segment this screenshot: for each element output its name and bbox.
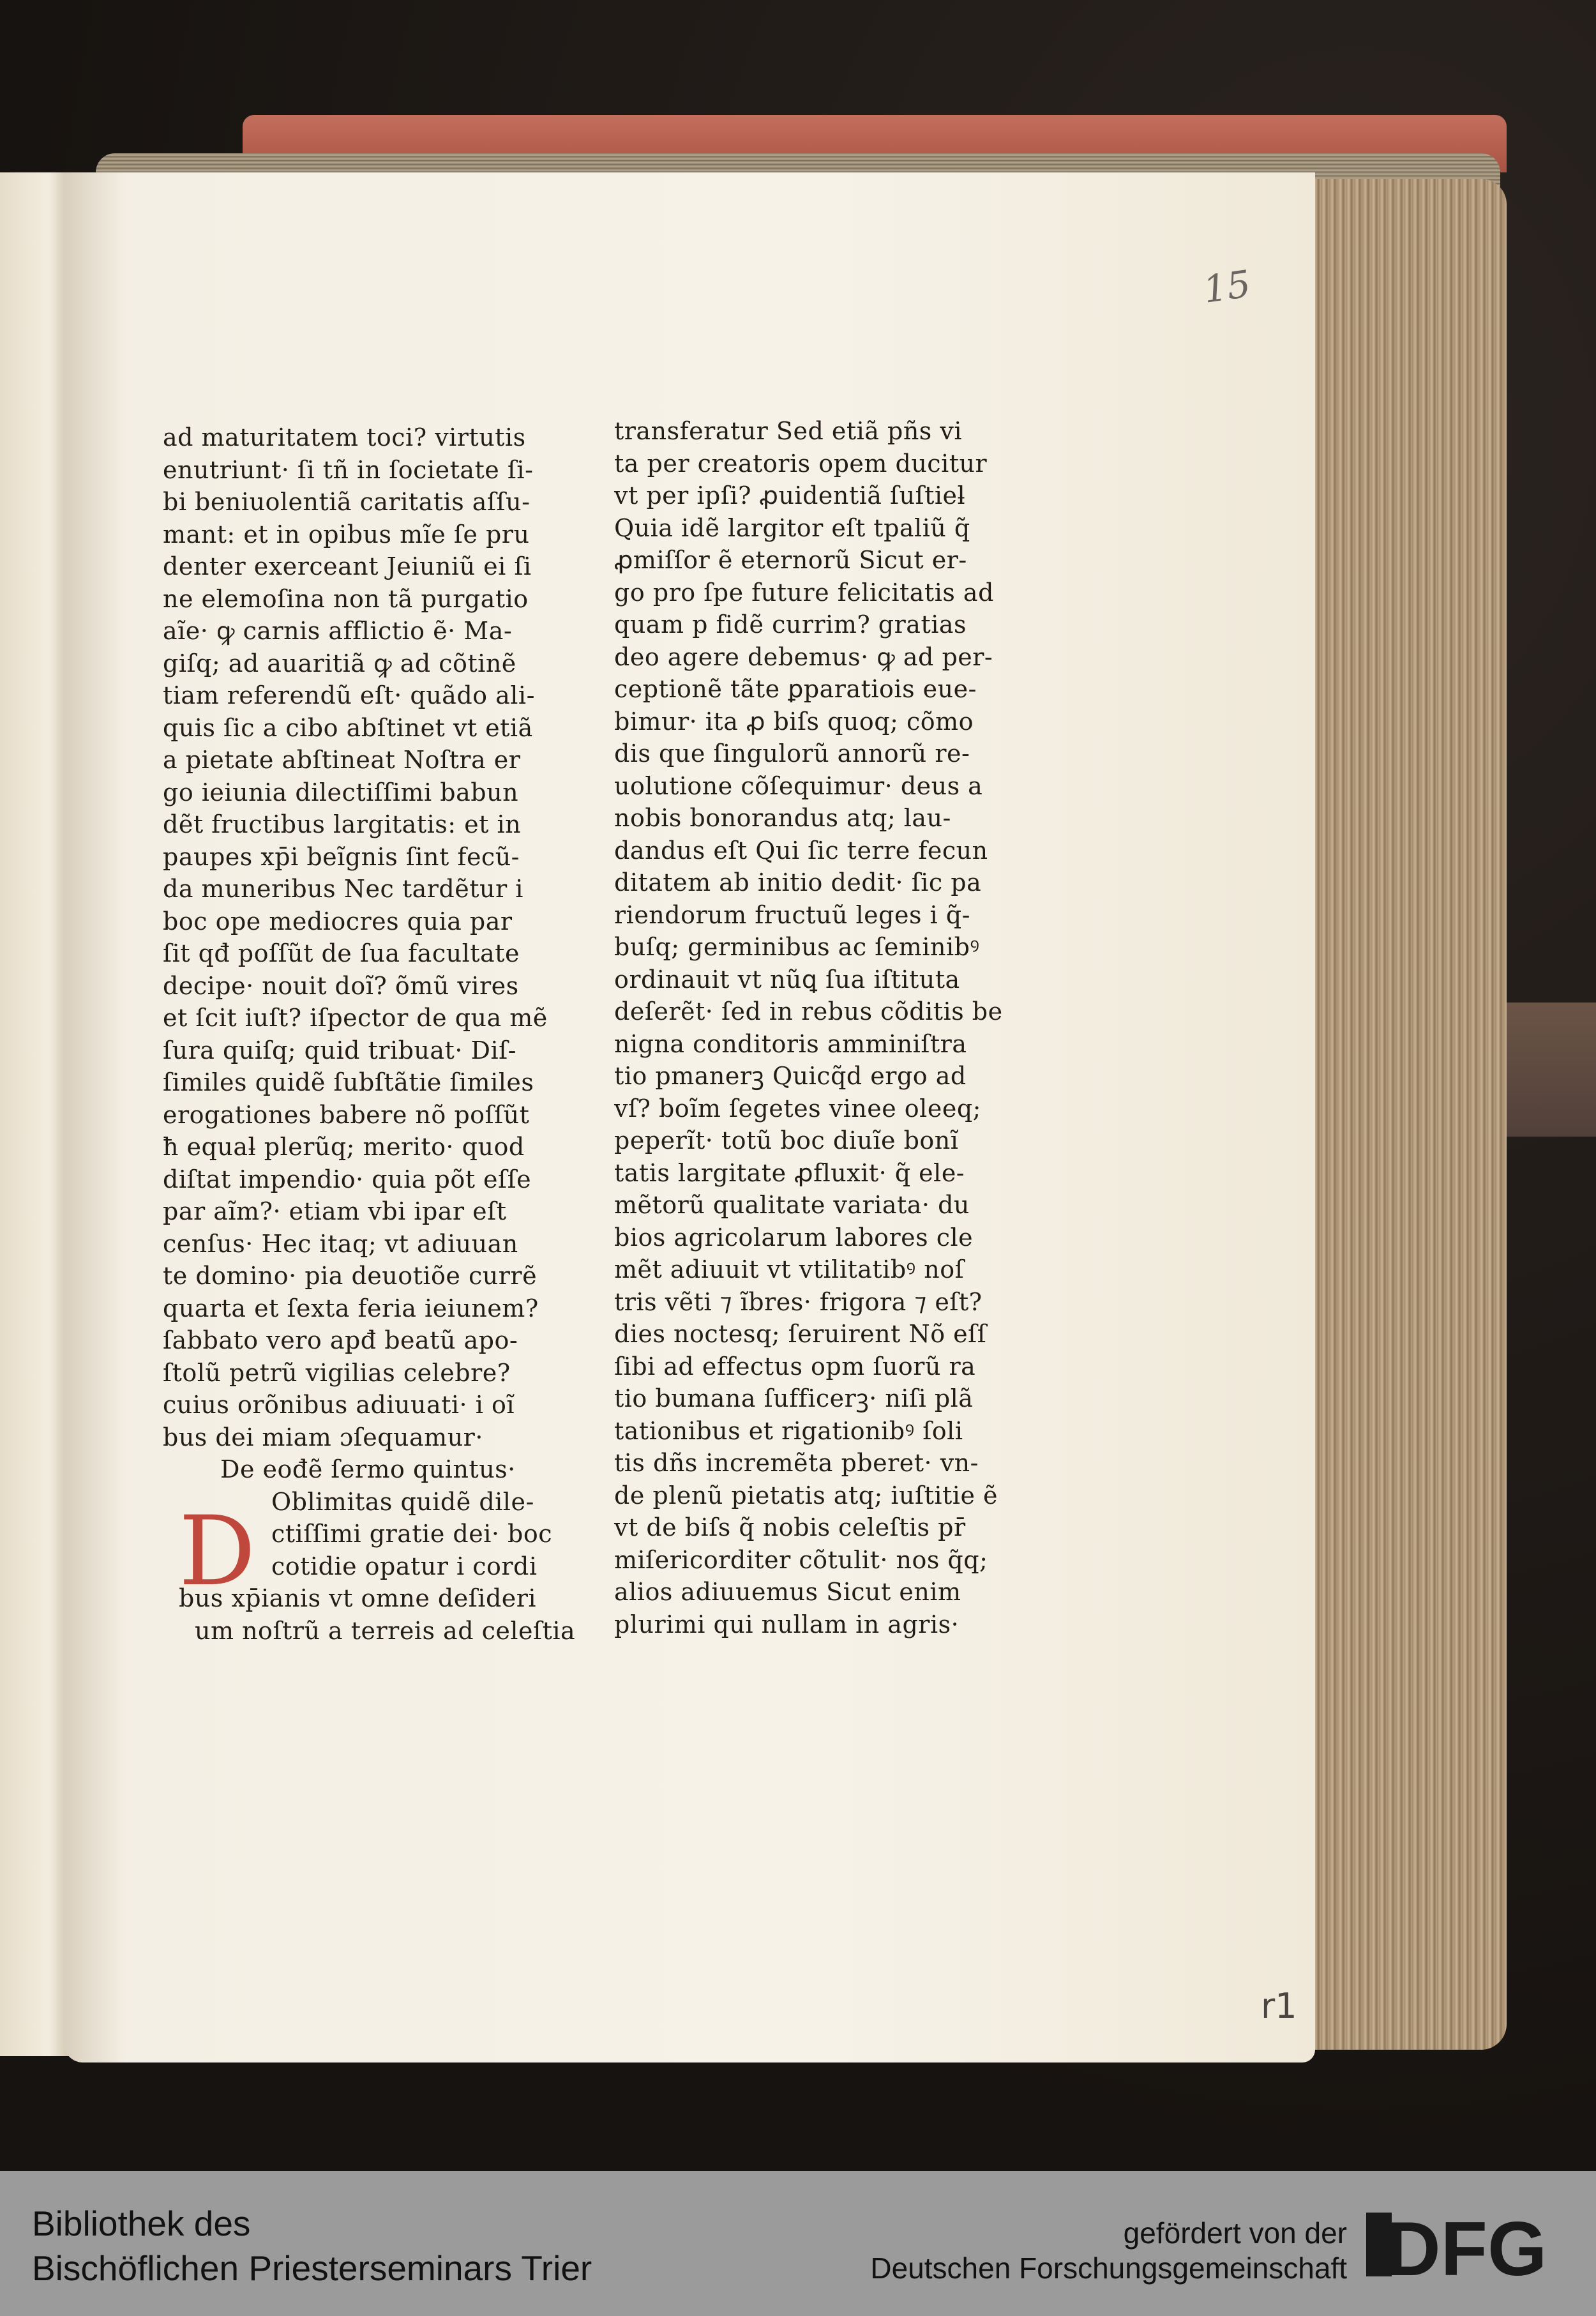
- text-line: ſtolũ petrũ vigilias celebre?: [163, 1358, 511, 1387]
- text-line: vſ? boĩm ſegetes vinee oleeq;: [614, 1094, 981, 1123]
- text-line: boc ope mediocres quia par: [163, 907, 513, 935]
- text-line: dies noctesq; ſeruirent Nõ eſſ: [614, 1320, 987, 1348]
- text-line: go pro ſpe future felicitatis ad: [614, 578, 994, 607]
- text-line: alios adiuuemus Sicut enim: [614, 1578, 961, 1606]
- left-page-edge: [0, 172, 70, 2056]
- text-line: transferatur Sed etiã pñs vi: [614, 417, 962, 445]
- text-line: bus xp̄ianis vt omne deſideri: [179, 1584, 537, 1612]
- left-text-column: [163, 421, 575, 1647]
- section-heading: De eođẽ ſermo quintus·: [220, 1455, 516, 1483]
- text-line: te domino· pia deuotiõe currẽ: [163, 1262, 538, 1290]
- text-line: mẽt adiuuit vt vtilitatibꝰ noſ: [614, 1255, 965, 1283]
- text-line: tris vẽti ⁊ ĩbres· frigora ⁊ eſt?: [614, 1287, 982, 1316]
- text-line: vt de biſs q̃ nobis celeſtis pr̄: [614, 1513, 966, 1541]
- text-line: quarta et ſexta feria ieiunem?: [163, 1294, 539, 1322]
- text-line: um noſtrũ a terreis ad celeſtia: [195, 1616, 576, 1645]
- text-line: quis ſic a cibo abſtinet vt etiã: [163, 713, 533, 742]
- text-line: decipe· nouit doĩ? õmũ vires: [163, 971, 519, 1000]
- text-line: paupes xp̄i beĩgnis ſint fecũ-: [163, 842, 520, 871]
- text-line: giſq; ad auaritiã ꝙ ad cõtinẽ: [163, 649, 516, 677]
- text-line: tiam referendũ eſt· quãdo ali-: [163, 681, 535, 709]
- text-line: bimur· ita ꝓ biſs quoq; cõmo: [614, 707, 974, 736]
- text-line: nigna conditoris amminiſtra: [614, 1029, 967, 1058]
- text-line: ctiſſimi gratie dei· boc: [271, 1520, 553, 1548]
- text-line: ta per creatoris opem ducitur: [614, 449, 988, 478]
- text-line: da muneribus Nec tardẽtur i: [163, 875, 523, 903]
- text-line: ceptionẽ tãte ꝑparatiois eue-: [614, 675, 977, 703]
- text-line: miſericorditer cõtulit· nos q̃q;: [614, 1545, 988, 1574]
- text-line: go ieiunia dilectiſſimi babun: [163, 778, 519, 806]
- text-line: bi beniuolentiã caritatis aſſu-: [163, 488, 531, 516]
- text-line: mẽtorũ qualitate variata· du: [614, 1191, 970, 1219]
- text-line: ad maturitatem toci? virtutis: [163, 423, 526, 451]
- text-line: par aĩm?· etiam vbi ipar eſt: [163, 1197, 507, 1225]
- text-line: tatis largitate ꝓfluxit· q̃ ele-: [614, 1158, 965, 1187]
- text-line: ſimiles quidẽ ſubſtãtie ſimiles: [163, 1068, 534, 1096]
- text-line: tio bumana ſufficerꝫ· niſi plã: [614, 1384, 974, 1412]
- text-line: ꝓmiſſor ẽ eternorũ Sicut er-: [614, 546, 967, 574]
- text-line: Quia idẽ largitor eſt tpaliũ q̃: [614, 513, 970, 542]
- text-line: dẽt fructibus largitatis: et in: [163, 810, 522, 838]
- right-text-column: [614, 415, 1003, 1640]
- text-line: deſerẽt· ſed in rebus cõditis be: [614, 997, 1003, 1026]
- text-line: cenſus· Hec itaq; vt adiuuan: [163, 1229, 518, 1258]
- funding-line2: Deutschen Forschungsgemeinschaft: [870, 2252, 1347, 2285]
- text-line: ne elemoſina non tã purgatio: [163, 584, 529, 613]
- text-line: ħ equaƚ plerũq; merito· quod: [163, 1133, 525, 1161]
- text-line: dandus eſt Qui ſic terre fecun: [614, 836, 988, 865]
- text-line: ſit qđ poſſũt de ſua facultate: [163, 939, 520, 967]
- text-line: de plenũ pietatis atq; iuſtitie ẽ: [614, 1481, 998, 1510]
- book-strap: [1500, 1003, 1596, 1137]
- text-line: mant: et in opibus mĩe ſe pru: [163, 520, 530, 549]
- text-line: plurimi qui nullam in agris·: [614, 1610, 960, 1639]
- library-name-line1: Bibliothek des: [32, 2204, 251, 2243]
- text-line: vt per ipſi? ꝓuidentiã ſuſtieƚ: [614, 481, 966, 510]
- text-line: dis que ſingulorũ annorũ re-: [614, 739, 970, 768]
- text-line: denter exerceant Jeiuniũ ei ſi: [163, 552, 532, 580]
- text-line: enutriunt· ſi tñ in ſocietate ſi-: [163, 455, 534, 484]
- decorated-initial: D: [179, 1496, 256, 1607]
- text-line: ſabbato vero apđ beatũ apo-: [163, 1326, 518, 1354]
- text-line: peperĩt· totũ boc diuĩe bonĩ: [614, 1126, 959, 1154]
- text-line: et ſcit iuſt? iſpector de qua mẽ: [163, 1004, 548, 1032]
- text-line: tationibus et rigationibꝰ ſoli: [614, 1416, 963, 1445]
- folio-number: 15: [1200, 262, 1254, 312]
- dfg-logo-text: DFG: [1385, 2206, 1547, 2283]
- signature-mark: r1: [1261, 1986, 1297, 2026]
- funding-line1: gefördert von der: [1123, 2216, 1347, 2250]
- text-line: ditatem ab initio dedit· ſic pa: [614, 868, 982, 897]
- library-name-line2: Bischöflichen Priesterseminars Trier: [32, 2248, 592, 2288]
- text-line: quam p fidẽ currim? gratias: [614, 610, 967, 639]
- text-line: buſq; germinibus ac ſeminibꝰ: [614, 933, 980, 961]
- dfg-logo: [1366, 2206, 1570, 2283]
- text-line: deo agere debemus· ꝙ ad per-: [614, 642, 993, 671]
- text-line: riendorum fructuũ leges i q̃-: [614, 900, 970, 929]
- page-stack-edge: [1296, 179, 1507, 2050]
- text-line: erogationes babere nõ poſſũt: [163, 1100, 530, 1129]
- text-line: Oblimitas quidẽ dile-: [271, 1487, 534, 1516]
- text-line: diſtat impendio· quia põt eſſe: [163, 1165, 532, 1193]
- text-line: aĩe· ꝙ carnis afflictio ẽ· Ma-: [163, 617, 513, 645]
- text-line: tis dñs incremẽta pberet· vn-: [614, 1449, 979, 1477]
- text-line: tio pmanerꝫ Quicq̃d ergo ad: [614, 1062, 967, 1090]
- text-line: bus dei miam ɔſequamur·: [163, 1423, 483, 1451]
- text-line: nobis bonorandus atq; lau-: [614, 804, 951, 832]
- text-line: cotidie opatur i cordi: [271, 1552, 538, 1580]
- text-line: cuius orõnibus adiuuati· i oĩ: [163, 1391, 515, 1419]
- text-line: ſura quiſq; quid tribuat· Diſ-: [163, 1036, 517, 1064]
- text-line: bios agricolarum labores cle: [614, 1223, 974, 1252]
- text-line: ordinauit vt nũꝗ ſua iſtituta: [614, 965, 960, 994]
- text-line: a pietate abſtineat Noſtra er: [163, 746, 521, 774]
- text-line: uolutione cõſequimur· deus a: [614, 771, 983, 800]
- text-line: ſibi ad effectus opm ſuorũ ra: [614, 1352, 976, 1381]
